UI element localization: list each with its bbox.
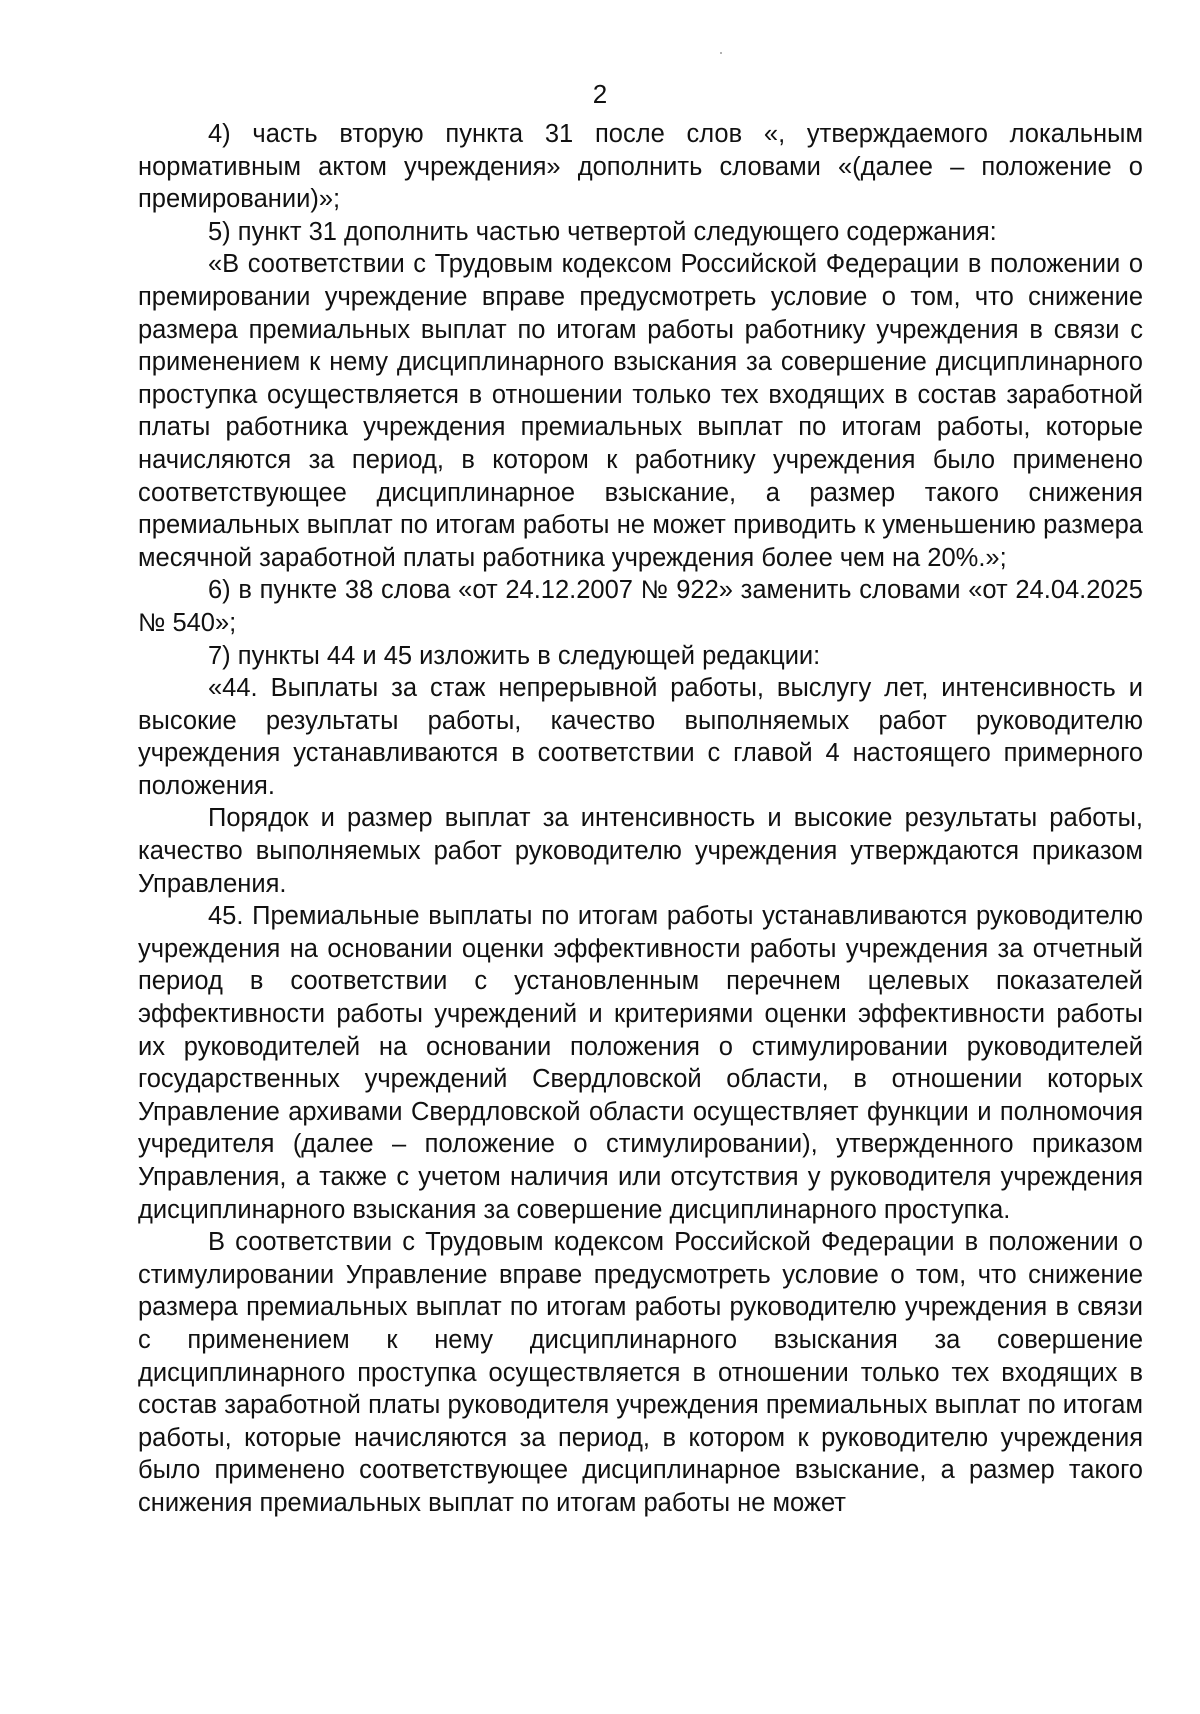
- page-number: 2: [592, 79, 608, 109]
- paragraph-45-text: 45. Премиальные выплаты по итогам работы устанавливаются руководителю учреждения на основании оценки эффективности работы учреждения за отчетный период в соответствии с установленным перечнем целевых показателей эффективности работы учреждений и критериями оценки эффективности работы их руководителей на основании положения о стимулировании руководителей государственных учреждений Свердловской области, в отношении которых Управление архивами Свердловской области осуществляет функции и полномочия учредителя (далее – положение о стимулировании), утвержденного приказом Управления, а также с учетом наличия или отсутствия у руководителя учреждения дисциплинарного взыскания за совершение дисциплинарного проступка.: [138, 902, 1143, 1224]
- paragraph-7-amendment: 7) пункты 44 и 45 изложить в следующей редакции:: [208, 641, 821, 670]
- paragraph-44-text: «44. Выплаты за стаж непрерывной работы, выслугу лет, интенсивность и высокие результаты работы, качество выполняемых работ руководителю учреждения устанавливаются в соответствии с главой 4 настоящего примерного положения.: [138, 674, 1143, 800]
- paragraph-44-order-text: Порядок и размер выплат за интенсивность и высокие результаты работы, качество выполняемых работ руководителю учреждения утверждаются приказом Управления.: [138, 804, 1143, 898]
- paragraph-5-amendment: 5) пункт 31 дополнить частью четвертой следующего содержания:: [208, 217, 997, 246]
- paragraph-6-amendment: 6) в пункте 38 слова «от 24.12.2007 № 922» заменить словами «от 24.04.2025 № 540»;: [138, 576, 1143, 637]
- document-body: [138, 118, 1143, 1520]
- paragraph-31-part-four-text: «В соответствии с Трудовым кодексом Российской Федерации в положении о премировании учреждение вправе предусмотреть условие о том, что снижение размера премиальных выплат по итогам работы работнику учреждения в связи с применением к нему дисциплинарного взыскания за совершение дисциплинарного проступка осуществляется в отношении только тех входящих в состав заработной платы работника учреждения премиальных выплат по итогам работы, которые начисляются за период, в котором к работнику учреждения было применено соответствующее дисциплинарное взыскание, а размер такого снижения премиальных выплат по итогам работы не может приводить к уменьшению размера месячной заработной платы работника учреждения более чем на 20%.»;: [138, 250, 1143, 572]
- scan-speck: [720, 52, 722, 54]
- paragraph-4-amendment: 4) часть вторую пункта 31 после слов «, утверждаемого локальным нормативным актом учреждения» дополнить словами «(далее – положение о премировании)»;: [138, 120, 1143, 214]
- paragraph-45-reduction-text: В соответствии с Трудовым кодексом Российской Федерации в положении о стимулировании Управление вправе предусмотреть условие о том, что снижение размера премиальных выплат по итогам работы руководителю учреждения в связи с применением к нему дисциплинарного взыскания за совершение дисциплинарного проступка осуществляется в отношении только тех входящих в состав заработной платы руководителя учреждения премиальных выплат по итогам работы, которые начисляются за период, в котором к руководителю учреждения было применено соответствующее дисциплинарное взыскание, а размер такого снижения премиальных выплат по итогам работы не может: [138, 1228, 1143, 1517]
